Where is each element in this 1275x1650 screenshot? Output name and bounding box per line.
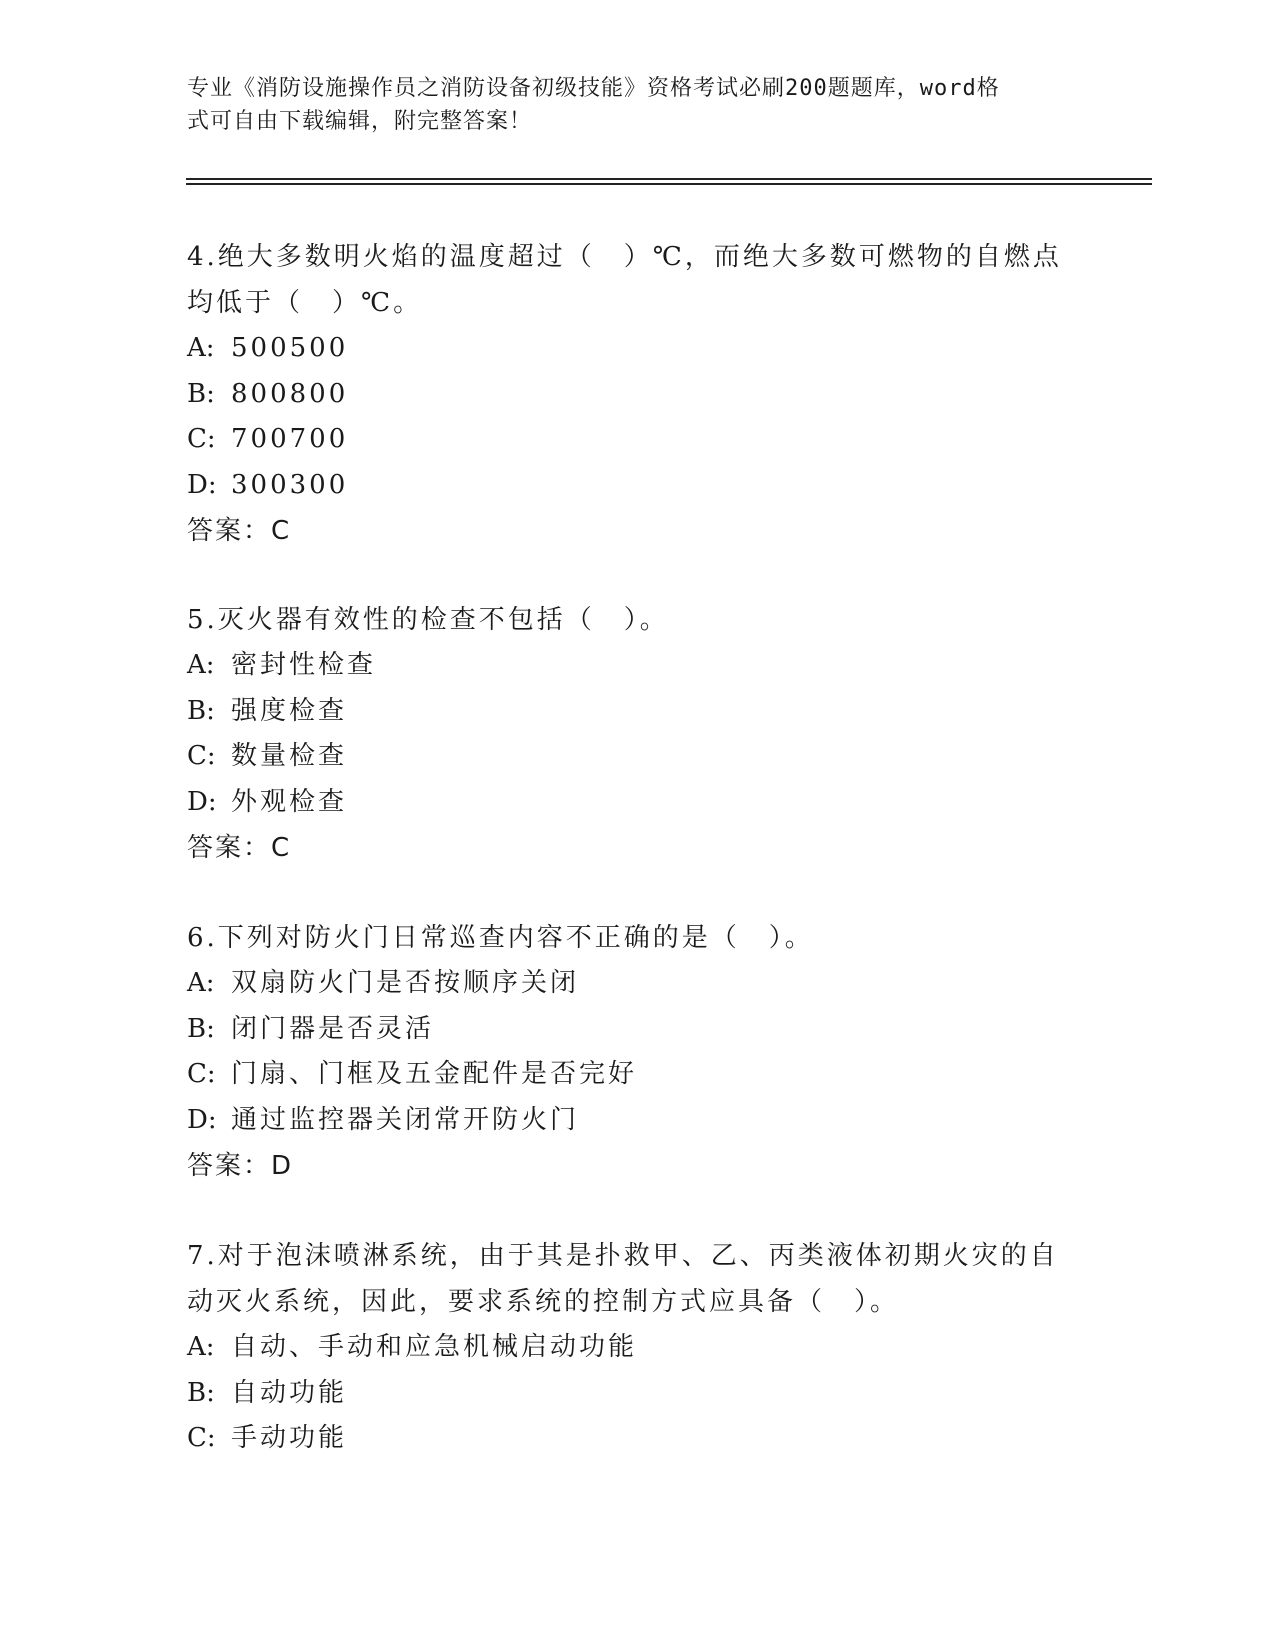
- option-letter: D:: [187, 1104, 217, 1135]
- option-text: 闭门器是否灵活: [231, 1013, 435, 1044]
- option-text: 700700: [231, 424, 349, 454]
- option-text: 800800: [231, 378, 349, 409]
- option-text: 手动功能: [231, 1423, 348, 1453]
- question-5: [187, 597, 1067, 871]
- answer-text: 答案：C: [187, 833, 292, 863]
- option-text: 门扇、门框及五金配件是否完好: [231, 1059, 638, 1089]
- option-letter: B:: [187, 1377, 215, 1408]
- option-c: [187, 1416, 1067, 1462]
- option-c: [187, 417, 1067, 463]
- option-text: 500500: [231, 333, 349, 363]
- header-line-2: 式可自由下载编辑，附完整答案！: [187, 109, 533, 134]
- option-letter: B:: [187, 378, 215, 409]
- question-6: [187, 915, 1067, 1189]
- option-a: [187, 1325, 1067, 1371]
- option-letter: C:: [187, 1423, 216, 1453]
- option-a: [187, 326, 1067, 372]
- option-letter: D:: [187, 469, 217, 500]
- stem-line: 5.灭火器有效性的检查不包括（ ）。: [187, 605, 669, 635]
- stem-line: 6.下列对防火门日常巡查内容不正确的是（ ）。: [187, 923, 814, 953]
- option-c: [187, 1052, 1067, 1098]
- option-letter: C:: [187, 741, 216, 771]
- option-text: 密封性检查: [231, 650, 377, 680]
- option-letter: C:: [187, 424, 216, 454]
- header-line-1: 专业《消防设施操作员之消防设备初级技能》资格考试必刷200题题库，word格: [187, 76, 1000, 101]
- option-a: [187, 643, 1067, 689]
- document-header: [187, 72, 1067, 138]
- question-7: [187, 1233, 1067, 1462]
- option-letter: B:: [187, 1013, 215, 1044]
- header-divider-bottom: [186, 183, 1152, 185]
- question-stem: [187, 234, 1067, 326]
- stem-line: 动灭火系统，因此，要求系统的控制方式应具备（ ）。: [187, 1287, 900, 1317]
- stem-line: 7.对于泡沫喷淋系统，由于其是扑救甲、乙、丙类液体初期火灾的自: [187, 1241, 1059, 1271]
- question-stem: [187, 915, 1067, 961]
- option-letter: A:: [187, 1332, 215, 1362]
- question-stem: [187, 1233, 1067, 1325]
- option-letter: A:: [187, 650, 215, 680]
- option-b: [187, 1007, 1067, 1053]
- stem-line: 4.绝大多数明火焰的温度超过（ ）℃，而绝大多数可燃物的自燃点: [187, 242, 1062, 272]
- option-text: 自动功能: [231, 1377, 348, 1408]
- option-letter: B:: [187, 695, 215, 726]
- option-letter: A:: [187, 968, 215, 998]
- option-text: 双扇防火门是否按顺序关闭: [231, 968, 580, 998]
- answer-text: 答案：C: [187, 516, 292, 546]
- option-text: 自动、手动和应急机械启动功能: [231, 1332, 638, 1362]
- option-text: 外观检查: [231, 786, 348, 817]
- option-c: [187, 734, 1067, 780]
- option-a: [187, 961, 1067, 1007]
- option-d: [187, 780, 1067, 826]
- question-4: [187, 234, 1067, 554]
- option-b: [187, 1371, 1067, 1417]
- option-text: 通过监控器关闭常开防火门: [231, 1104, 580, 1135]
- option-letter: D:: [187, 786, 217, 817]
- option-letter: C:: [187, 1059, 216, 1089]
- question-stem: [187, 597, 1067, 643]
- stem-line: 均低于（ ）℃。: [187, 288, 423, 318]
- option-text: 300300: [231, 469, 349, 500]
- option-letter: A:: [187, 333, 215, 363]
- option-d: [187, 1098, 1067, 1144]
- option-b: [187, 689, 1067, 735]
- header-divider-top: [186, 178, 1152, 180]
- answer-text: 答案：D: [187, 1151, 294, 1181]
- option-text: 数量检查: [231, 741, 348, 771]
- option-d: [187, 463, 1067, 509]
- option-b: [187, 372, 1067, 418]
- option-text: 强度检查: [231, 695, 348, 726]
